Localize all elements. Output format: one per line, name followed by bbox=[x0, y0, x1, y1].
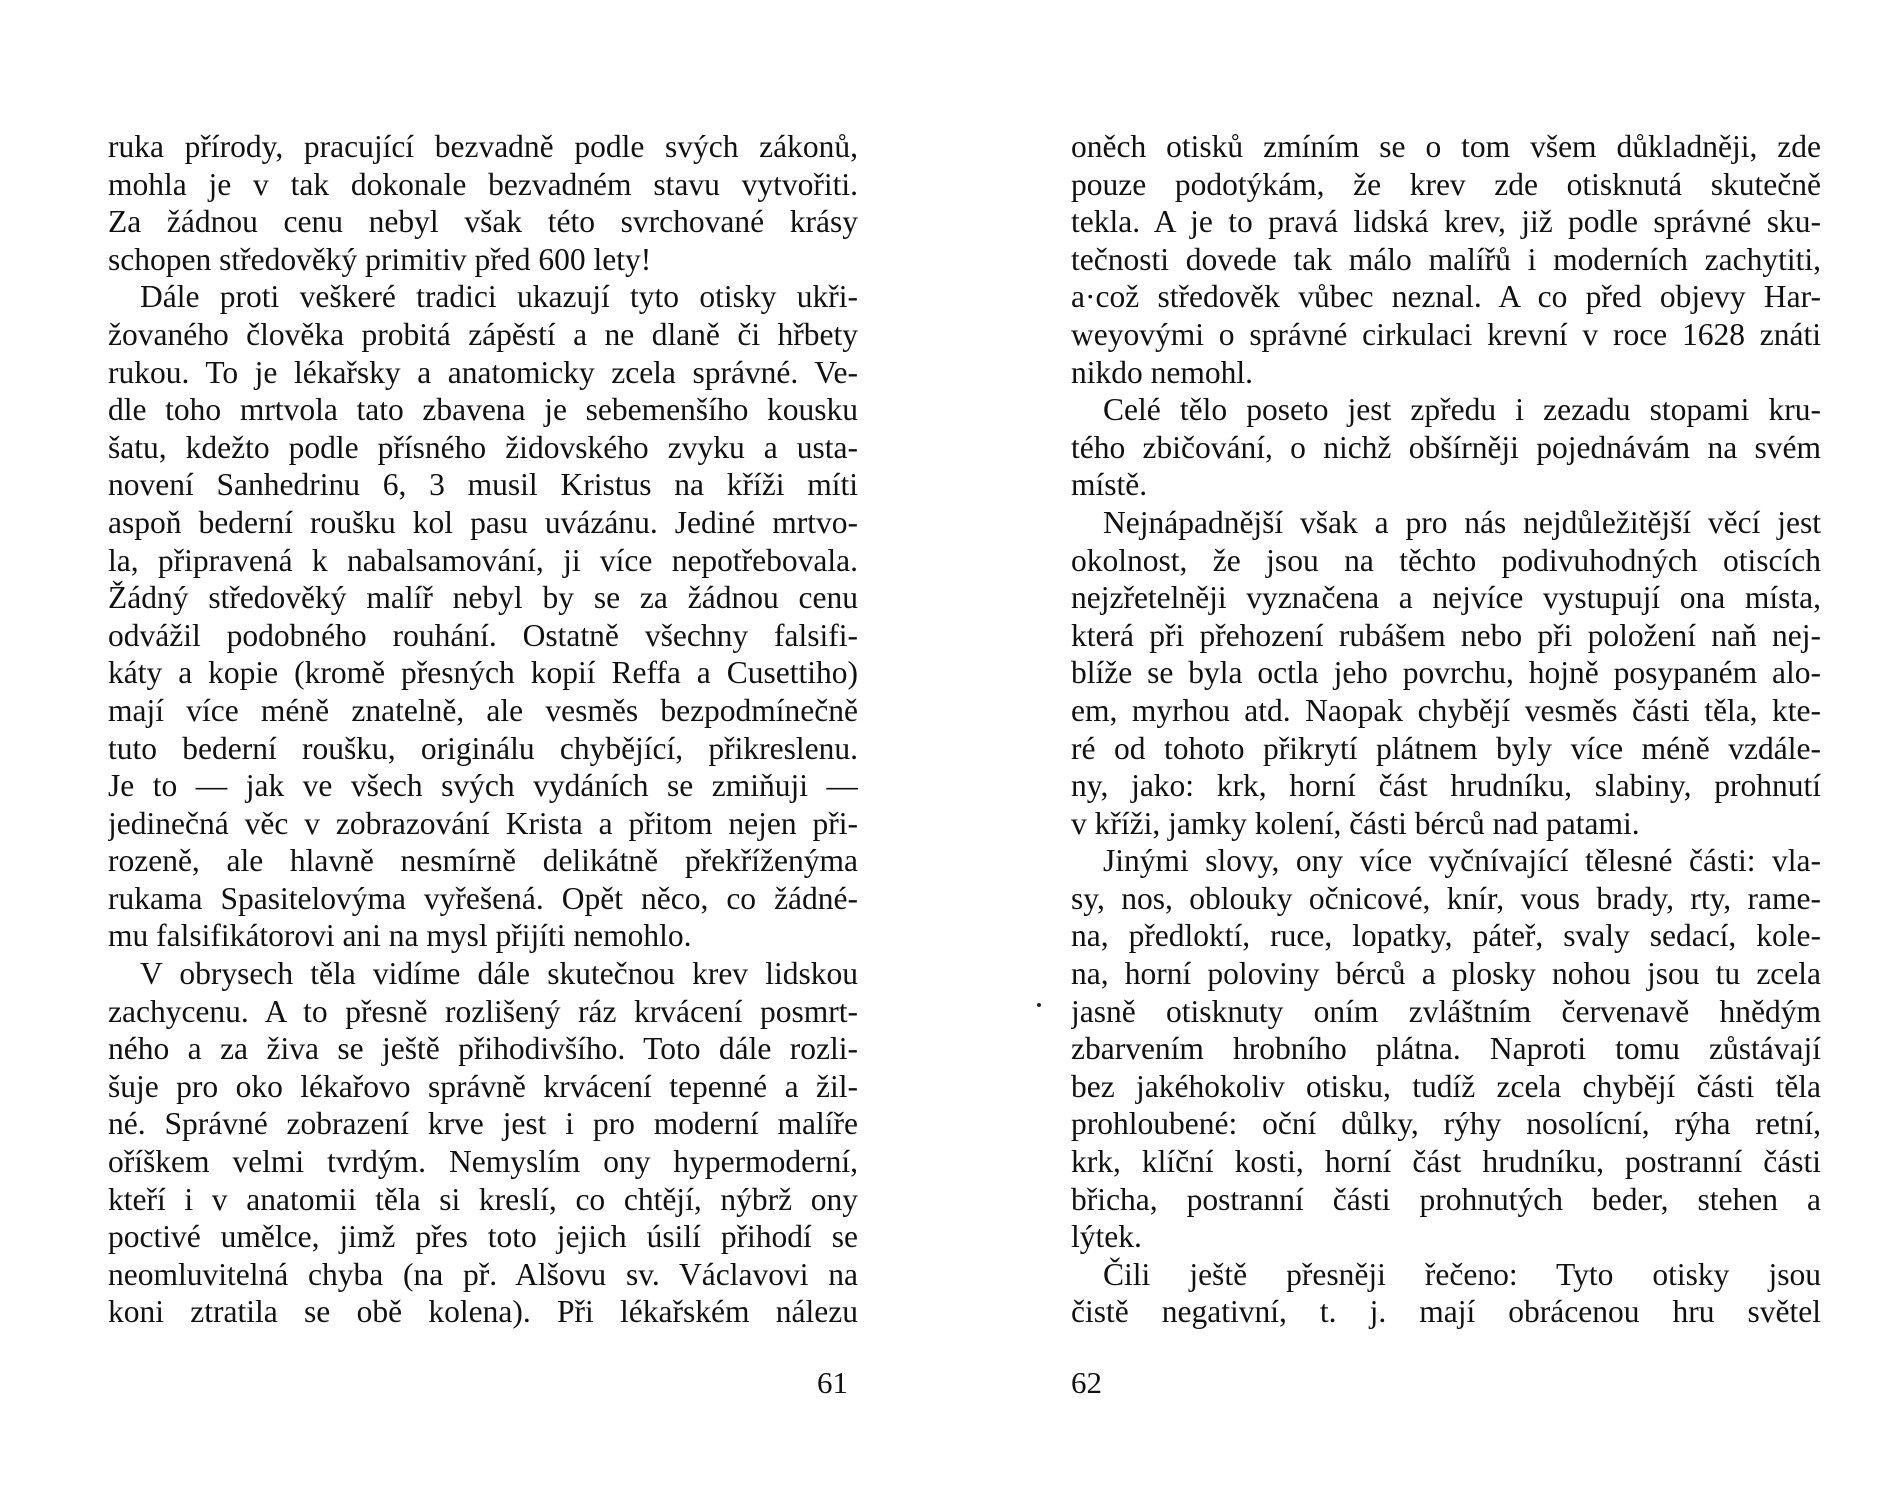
text-line: pouze podotýkám, že krev zde otisknutá skutečně bbox=[1071, 166, 1821, 202]
text-line: lýtek. bbox=[1071, 1219, 1142, 1255]
text-line: jasně otisknuty oním zvláštním červenavě hnědým bbox=[1071, 993, 1821, 1029]
text-line: Čili ještě přesněji řečeno: Tyto otisky jsou bbox=[1103, 1256, 1821, 1292]
text-line: V obrysech těla vidíme dále skutečnou krev lidskou bbox=[140, 956, 858, 992]
text-line: mají více méně znatelně, ale vesměs bezpodmínečně bbox=[108, 692, 858, 728]
text-line: weyovými o správné cirkulaci krevní v roce 1628 znáti bbox=[1071, 316, 1821, 352]
text-line: em, myrhou atd. Naopak chybějí vesměs části těla, kte- bbox=[1071, 692, 1821, 728]
text-line: bez jakéhokoliv otisku, tudíž zcela chybějí části těla bbox=[1071, 1068, 1821, 1104]
text-line: břicha, postranní části prohnutých beder, stehen a bbox=[1071, 1181, 1821, 1217]
text-line: koni ztratila se obě kolena). Při lékařském nálezu bbox=[108, 1294, 858, 1330]
text-line: dle toho mrtvola tato zbavena je sebemenšího kousku bbox=[108, 392, 858, 428]
text-line: la, připravená k nabalsamování, ji více nepotřebovala. bbox=[108, 542, 858, 578]
text-line: v kříži, jamky kolení, části bérců nad patami. bbox=[1071, 805, 1640, 841]
text-line: žovaného člověka probitá zápěstí a ne dlaně či hřbety bbox=[108, 316, 858, 352]
right-page bbox=[1071, 128, 1821, 1331]
text-line: nejzřetelněji vyznačena a nejvíce vystupují ona místa, bbox=[1071, 580, 1821, 616]
text-line: okolnost, že jsou na těchto podivuhodných otiscích bbox=[1071, 542, 1821, 578]
text-line: aspoň bederní roušku kol pasu uvázánu. Jediné mrtvo- bbox=[108, 504, 858, 540]
text-line: ného a za živa se ještě přihodivšího. Toto dále rozli- bbox=[108, 1031, 858, 1067]
text-line: rukou. To je lékařsky a anatomicky zcela správné. Ve- bbox=[108, 354, 858, 390]
text-line: ré od tohoto přikrytí plátnem byly více méně vzdále- bbox=[1071, 730, 1821, 766]
text-line: odvážil podobného rouhání. Ostatně všechny falsifi- bbox=[108, 617, 858, 653]
text-line: Jinými slovy, ony více vyčnívající tělesné části: vla- bbox=[1103, 843, 1821, 879]
page-number-left: 61 bbox=[817, 1365, 848, 1400]
text-line: tého zbičování, o nichž obšírněji pojednávám na svém bbox=[1071, 429, 1821, 465]
text-line: poctivé umělce, jimž přes toto jejich úsilí přihodí se bbox=[108, 1219, 858, 1255]
text-line: ny, jako: krk, horní část hrudníku, slabiny, prohnutí bbox=[1071, 768, 1821, 804]
text-line: oříškem velmi tvrdým. Nemyslím ony hypermoderní, bbox=[108, 1144, 858, 1180]
text-line: místě. bbox=[1071, 467, 1148, 503]
text-line: Za žádnou cenu nebyl však této svrchované krásy bbox=[108, 204, 858, 240]
text-line: Nejnápadnější však a pro nás nejdůležitější věcí jest bbox=[1103, 504, 1821, 540]
text-line: mohla je v tak dokonale bezvadném stavu vytvořiti. bbox=[108, 166, 858, 202]
text-line: a·což středověk vůbec neznal. A co před objevy Har- bbox=[1071, 279, 1821, 315]
text-line: rozeně, ale hlavně nesmírně delikátně překříženýma bbox=[108, 843, 858, 879]
text-line: né. Správné zobrazení krve jest i pro moderní malíře bbox=[108, 1106, 858, 1142]
text-line: jedinečná věc v zobrazování Krista a přitom nejen při- bbox=[108, 805, 858, 841]
text-line: zbarvením hrobního plátna. Naproti tomu zůstávají bbox=[1071, 1031, 1821, 1067]
text-line: neomluvitelná chyba (na př. Alšovu sv. Václavovi na bbox=[108, 1256, 858, 1292]
text-line: tečnosti dovede tak málo malířů i moderních zachytiti, bbox=[1071, 241, 1821, 277]
text-line: Celé tělo poseto jest zpředu i zezadu stopami kru- bbox=[1103, 392, 1821, 428]
page-number-right: 62 bbox=[1071, 1365, 1102, 1400]
text-line: blíže se byla octla jeho povrchu, hojně posypaném alo- bbox=[1071, 655, 1821, 691]
text-line: kteří i v anatomii těla si kreslí, co chtějí, nýbrž ony bbox=[108, 1181, 858, 1217]
text-line: mu falsifikátorovi ani na mysl přijíti nemohlo. bbox=[108, 918, 692, 954]
text-line: sy, nos, oblouky očnicové, knír, vous brady, rty, rame- bbox=[1071, 880, 1821, 916]
text-line: zachycenu. A to přesně rozlišený ráz krvácení posmrt- bbox=[108, 993, 858, 1029]
text-line: Žádný středověký malíř nebyl by se za žádnou cenu bbox=[108, 580, 858, 616]
text-line: tekla. A je to pravá lidská krev, již podle správné sku- bbox=[1071, 204, 1821, 240]
text-line: Dále proti veškeré tradici ukazují tyto otisky ukři- bbox=[140, 279, 858, 315]
text-line: která při přehození rubášem nebo při položení naň nej- bbox=[1071, 617, 1821, 653]
text-line: na, předloktí, ruce, lopatky, páteř, svaly sedací, kole- bbox=[1071, 918, 1821, 954]
text-line: Je to — jak ve všech svých vydáních se zmiňuji — bbox=[108, 768, 858, 804]
text-line: šatu, kdežto podle přísného židovského zvyku a usta- bbox=[108, 429, 858, 465]
text-line: schopen středověký primitiv před 600 lety! bbox=[108, 241, 652, 277]
text-line: nikdo nemohl. bbox=[1071, 354, 1253, 390]
text-line: novení Sanhedrinu 6, 3 musil Kristus na kříži míti bbox=[108, 467, 858, 503]
text-line: ruka přírody, pracující bezvadně podle svých zákonů, bbox=[108, 129, 858, 164]
print-speck bbox=[1037, 1003, 1041, 1007]
text-line: prohloubené: oční důlky, rýhy nosolícní, rýha retní, bbox=[1071, 1106, 1821, 1142]
left-page bbox=[108, 128, 858, 1331]
text-line: rukama Spasitelovýma vyřešená. Opět něco, co žádné- bbox=[108, 880, 858, 916]
text-line: tuto bederní roušku, originálu chybějící, přikreslenu. bbox=[108, 730, 858, 766]
text-line: káty a kopie (kromě přesných kopií Reffa a Cusettiho) bbox=[108, 655, 858, 691]
text-line: krk, klíční kosti, horní část hrudníku, postranní části bbox=[1071, 1144, 1821, 1180]
text-line: čistě negativní, t. j. mají obrácenou hru světel bbox=[1071, 1294, 1821, 1330]
text-line: šuje pro oko lékařovo správně krvácení tepenné a žil- bbox=[108, 1068, 858, 1104]
text-line: oněch otisků zmíním se o tom všem důkladněji, zde bbox=[1071, 129, 1821, 164]
text-line: na, horní poloviny bérců a plosky nohou jsou tu zcela bbox=[1071, 956, 1821, 992]
